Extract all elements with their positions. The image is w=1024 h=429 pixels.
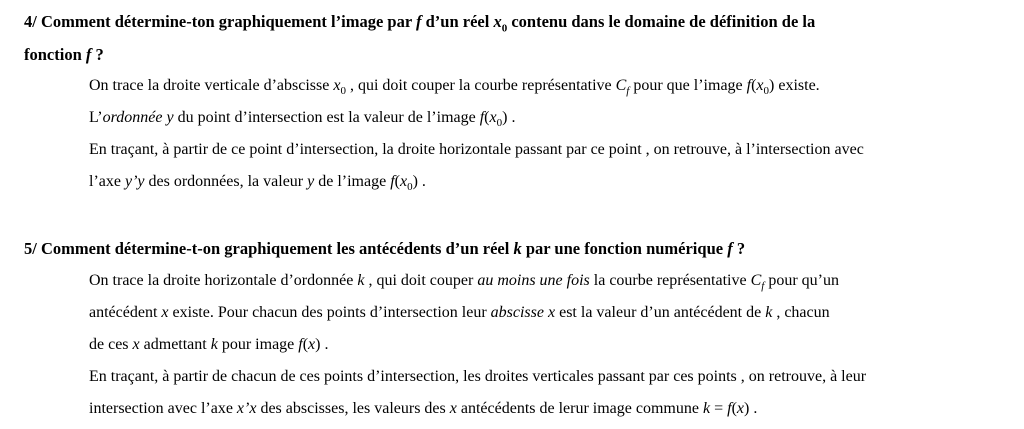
s5-l5-x: x — [449, 400, 457, 417]
s4-l1-c: C — [615, 77, 627, 94]
q5-text-3: ? — [732, 239, 746, 258]
s4-l1-p1: ( — [751, 77, 757, 94]
s5-line-2 — [89, 297, 1019, 329]
s4-l2-p2: ) — [502, 109, 508, 126]
s5-l2-abs: abscisse — [490, 304, 544, 321]
s5-l5-eq: = — [710, 400, 728, 417]
s5-l2-d: , chacun — [772, 304, 830, 321]
s4-l1-x2: x — [756, 77, 764, 94]
s5-l1-amu: au moins une fois — [477, 272, 590, 289]
s4-l1-a: On trace la droite verticale d’abscisse — [89, 77, 334, 94]
s4-l4-f: f — [390, 173, 395, 190]
s4-l1-x: x — [333, 77, 341, 94]
s5-l1-k: k — [357, 272, 365, 289]
s5-l2-b: existe. Pour chacun des points d’intersection leur — [168, 304, 491, 321]
s5-l5-c: antécédents de lerur image commune — [456, 400, 703, 417]
s5-l3-c: pour image — [217, 336, 299, 353]
s5-l3-b: admettant — [139, 336, 211, 353]
q4-text-1: 4/ Comment détermine-ton graphiquement l’image par — [24, 12, 416, 31]
s4-l4-x: x — [399, 173, 408, 190]
s5-l5-p2: ) — [744, 400, 750, 417]
s5-l2-c: est la valeur d’un antécédent de — [555, 304, 766, 321]
s4-line-2 — [89, 102, 1019, 134]
s4-l4-b: des ordonnées, la valeur — [144, 173, 308, 190]
s4-l4-yy: y’y — [124, 173, 145, 190]
s4-l4-p2: ) — [412, 173, 418, 190]
s4-l1-f: f — [746, 77, 752, 94]
s4-l1-text-c: pour que l’image — [629, 77, 747, 94]
s5-line-4: En traçant, à partir de chacun de ces points d’intersection, les droites verticales passant par ces points , on retrouve, à leur — [89, 368, 867, 385]
s4-l1-sub2: 0 — [763, 85, 770, 98]
s5-l1-csub: f — [761, 280, 765, 293]
s5-l1-b: , qui doit couper — [364, 272, 478, 289]
s5-l1-a: On trace la droite horizontale d’ordonnée — [89, 272, 358, 289]
s5-l5-xx: x’x — [236, 400, 257, 417]
s4-l1-b: , qui doit couper la courbe représentative — [345, 77, 616, 94]
s5-l2-a: antécédent — [89, 304, 162, 321]
s4-l4-y: y — [307, 173, 315, 190]
s5-l5-d: . — [749, 400, 758, 417]
s5-l3-p2: ) — [315, 336, 321, 353]
q4-x-sub: 0 — [501, 22, 508, 35]
s4-line-1 — [89, 70, 1019, 102]
s5-l1-cf: C — [750, 272, 762, 289]
s5-line-1 — [89, 265, 1019, 297]
s5-l2-x2: x — [543, 304, 556, 321]
s5-l1-d: pour qu’un — [764, 272, 839, 289]
s4-l4-p1: ( — [394, 173, 400, 190]
q5-text-2: par une fonction numérique — [521, 239, 728, 258]
question-4-heading — [24, 5, 1014, 71]
s4-l1-csub: f — [626, 85, 630, 98]
s4-l1-d: existe. — [774, 77, 820, 94]
s4-l1-sub: 0 — [340, 85, 346, 98]
s4-l2-y: y — [162, 109, 174, 126]
s4-l4-c: de l’image — [314, 173, 391, 190]
q5-k: k — [513, 239, 522, 258]
s5-l5-f: f — [727, 400, 732, 417]
q4-text-4: fonction — [24, 45, 86, 64]
s4-l2-a: L’ — [89, 109, 103, 126]
s5-line-5 — [89, 393, 1019, 425]
s4-l4-a: l’axe — [89, 173, 125, 190]
s5-l3-a: de ces — [89, 336, 133, 353]
s5-l3-x: x — [132, 336, 140, 353]
s5-l5-a: intersection avec l’axe — [89, 400, 237, 417]
s5-l5-k: k — [702, 400, 711, 417]
q5-text-1: 5/ Comment détermine-t-on graphiquement les antécédents d’un réel — [24, 239, 514, 258]
s4-l2-p1: ( — [484, 109, 490, 126]
q4-x: x — [493, 12, 502, 31]
s4-l4-d: . — [417, 173, 426, 190]
s4-l2-f: f — [479, 109, 485, 126]
q4-f: f — [415, 12, 422, 31]
s5-l2-k: k — [765, 304, 773, 321]
s5-l1-c: la courbe représentative — [589, 272, 751, 289]
s4-line-4 — [89, 166, 1019, 198]
q4-text-5: ? — [91, 45, 104, 64]
s4-l2-c: . — [507, 109, 516, 126]
s5-line-3 — [89, 329, 1019, 361]
s5-l3-k: k — [210, 336, 218, 353]
question-5-heading — [24, 232, 1014, 265]
q5-f: f — [727, 239, 733, 258]
s5-l3-d: . — [320, 336, 329, 353]
s4-l2-x: x — [489, 109, 497, 126]
s5-l3-f: f — [298, 336, 303, 353]
s4-line-3: En traçant, à partir de ce point d’intersection, la droite horizontale passant par ce point , on retrouve, à l’intersection avec — [89, 141, 864, 158]
s4-l2-sub: 0 — [496, 117, 503, 130]
s4-l2-b: du point d’intersection est la valeur de l’image — [173, 109, 480, 126]
s5-l3-x2: x — [308, 336, 316, 353]
s5-l2-x: x — [161, 304, 169, 321]
s5-l5-p1: ( — [731, 400, 737, 417]
s4-l4-sub: 0 — [407, 181, 413, 194]
q4-text-3: contenu dans le domaine de définition de la — [507, 12, 816, 31]
s5-l3-p1: ( — [302, 336, 309, 353]
s5-l5-b: des abscisses, les valeurs des — [256, 400, 450, 417]
s4-l2-ord: ordonnée — [102, 109, 163, 126]
q4-text-2: d’un réel — [421, 12, 494, 31]
s4-l1-p2: ) — [769, 77, 775, 94]
q4-f2: f — [85, 45, 92, 64]
s5-l5-x2: x — [736, 400, 745, 417]
